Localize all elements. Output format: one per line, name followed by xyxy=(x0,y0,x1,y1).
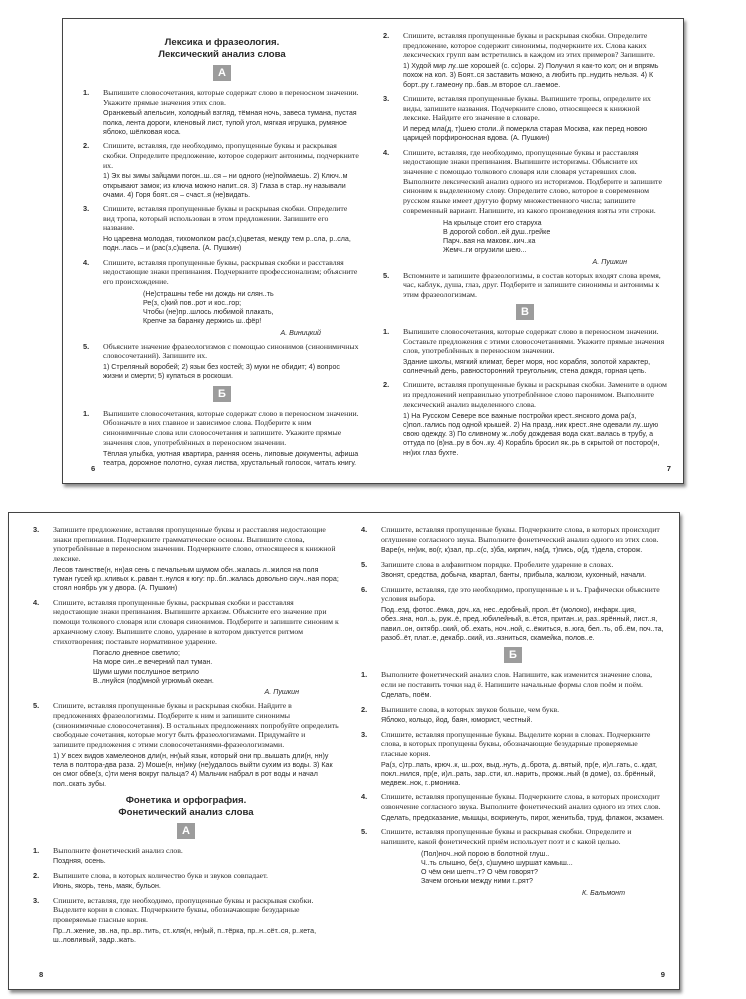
task: 3. Спишите, вставляя, где необходимо, пропущенные буквы и раскрывая скобки. Выделите корни в словах. Подчеркните буквы, обозначающие безударные проверяемые гласные корня. Пр..л..жение, зв..на, пр..вр..тить, ст..кля(н, нн)ый, п..тёрка, пр..н..сёт..ся, р..кета, ш..ловливый, задр..жать. xyxy=(33,895,317,945)
poem-author: А. Пушкин xyxy=(264,688,299,697)
level-badge-b: Б xyxy=(504,647,522,663)
level-badge-v: В xyxy=(516,304,534,320)
task: 2. Спишите, вставляя пропущенные буквы и раскрывая скобки. Замените в одном из предложений неправильно употреблённое слово паронимом. Выполните лексический анализ выделенного слова. 1) На Русском Севере все важные постройки крест..янского дома ра(з, с)пол..гались под одной крышей. 2) На празд..ник крест..яне одевали лу..шую свою одежду. 3) По сливному ж..лобу дождевая вода скат..валась в трубу, а оттуда по (в)на..ру в боч..ку. 4) Корабль бросил як..рь в скрытой от посторо(н, нн)их глаз бухте. xyxy=(383,380,667,457)
task: 3. Запишите предложение, вставляя пропущенные буквы и расставляя недостающие знаки препинания. Подчеркните грамматические основы. Выпишите слова, употреблённые в переносном значении. Подчеркните слово, относящееся к книжной лексике. Лесов таинстве(н, нн)ая сень с печальным шумом обн..жалась л..жился на поля туман гусей кр..кливых к..раван т..нулся к югу: пр..бл..жалась довольно скуч..ная пора; стоял ноябрь уж у двора. (А. Пушкин) xyxy=(33,525,339,593)
poem: (Пол)ноч..ной порою в болотной глуш.. Ч..ть слышно, бе(з, с)шумно шуршат камыш... О чём они шепч..т? О чём говорят? Зачем огоньки между ними г..рят? xyxy=(421,849,573,886)
poem: (Не)страшны тебе ни дождь ни слян..ть Ре(з, с)кий пов..рот и кос..гор; Чтобы (не)пр..шлось любимой плакать, Крепче за баранку держись ш..фёр! xyxy=(143,289,274,326)
poem: На крыльце стоит его старуха В дорогой собол..ей душ..грейке Парч..вая на маковк..кич..ка Жемч..ги огрузили шею... xyxy=(443,218,551,255)
page-9 xyxy=(361,525,665,989)
task: 2. Выпишите слова, в которых звуков больше, чем букв. Яблоко, кольцо, йод, баян, юморист, честный. xyxy=(361,704,560,725)
section-heading: Фонетика и орфография. Фонетический анализ слова xyxy=(118,794,254,818)
page-number: 9 xyxy=(660,970,665,979)
task: 4. Спишите, вставляя пропущенные буквы, раскрывая скобки и расставляя недостающие знаки препинания. Подчеркните профессионализм; объясните его происхождение. (Не)страшны тебе ни дождь ни слян..ть Ре(з, с)кий пов..рот и кос..гор; Чтобы (не)пр..шлось любимой плакать, Крепче за баранку держись ш..фёр! А. Виницкий xyxy=(83,258,361,338)
task: 1. Выполните фонетический анализ слов. Поздняя, осень. xyxy=(33,845,183,866)
task: 1. Выполните фонетический анализ слов. Напишите, как изменится значение слова, если не поставить точки над ё. Напишите начальные формы слов поём и поём. Сделать, поём. xyxy=(361,669,653,700)
level-badge-b: Б xyxy=(213,386,231,402)
task: 1. Выпишите словосочетания, которые содержат слово в переносном значении. Составьте предложения с этими словосочетаниями. Укажите прямые значения слов, употреблённых в переносном значении. Здание школы, мягкий климат, берег моря, нос корабля, золотой характер, солнечный день, равносторонний треугольник, стена дождя, горная цепь. xyxy=(383,326,665,376)
task: 3. Спишите, вставляя пропущенные буквы. Выпишите тропы, определите их виды, запишите названия. Подчеркните слово, относящееся к книжной лексике. Найдите его значение в словаре. И перед мла(д, т)шею столи..й померкла старая Москва, как перед новою царицей порфироносная вдова. (А. Пушкин) xyxy=(383,93,651,143)
poem-author: К. Бальмонт xyxy=(582,888,625,897)
page-number: 8 xyxy=(39,970,44,979)
task: 5. Спишите, вставляя пропущенные буквы и раскрывая скобки. Определите и напишите, какой фонетический приём использует поэт и с какой целью. (Пол)ноч..ной порою в болотной глуш.. Ч..ть слышно, бе(з, с)шумно шуршат камыш... О чём они шепч..т? О чём говорят? Зачем огоньки между ними г..рят? К. Бальмонт xyxy=(361,827,665,897)
task: 6. Спишите, вставляя, где это необходимо, пропущенные ь и ъ. Графически объясните условия выбора. Под..езд, фотос..ёмка, доч..ка, нес..едобный, прол..ёт (молоко), инфарк..ция, обез..яна, нол..ь, руж..ё, пред..юбилейный, в..ётся, притан..и, раз..ярённый, лист..я, павил..он, октябр..ский, об..ехать, ноч..ной, с..ёжиться, в..юга, бел..ть, об..ём, поч..та, разоб..ёт, плат..е, декабр..ский, из..язниться, скамейка, полов..е. xyxy=(361,584,664,642)
task: 4. Спишите, вставляя пропущенные буквы. Подчеркните слова, в которых происходит оглушение согласного звука. Выполните фонетический анализ одного из этих слов. Варе(н, нн)ик, во(г, к)зал, пр..с(с, з)ба, кирпич, на(д, т)пись, о(д, т)дела, сторож. xyxy=(361,525,660,555)
page-number: 7 xyxy=(666,464,671,473)
task: 2. Выпишите слова, в которых количество букв и звуков совпадает. Июнь, якорь, тень, маяк, бульон. xyxy=(33,870,268,891)
page-8 xyxy=(33,525,339,989)
page-7 xyxy=(383,31,667,483)
poem-author: А. Виницкий xyxy=(280,328,321,337)
task: 5. Объясните значение фразеологизмов с помощью синонимов (синонимичных словосочетаний). Запишите их. 1) Стреляный воробей; 2) язык без костей; 3) муки не обидит; 4) вопрос жизни и смерти; 5) купаться в роскоши. xyxy=(83,341,359,381)
task: 4. Спишите, вставляя пропущенные буквы, раскрывая скобки и расставляя недостающие знаки препинания. Выпишите архаизм. Объясните его значение при помощи толкового словаря или словаря синонимов. Подберите и запишите синоним к архаичному слову. Выпишите слово, ударение в котором диктуется ритмом стихотворения; поставьте нормативное ударение. Погасло дневное светило; На море син..е вечерний пал туман. Шуми шуми послушное ветрило В..лнуйся (под)мной угрюмый океан. А. Пушкин xyxy=(33,597,339,697)
task: 3. Спишите, вставляя пропущенные буквы. Выделите корни в словах. Подчеркните слова, в которых пропущены буквы, обозначающие безударные проверяемые гласные корня. Ра(з, с)тр..пать, крюч..к, ш..рох, выд..нуть, д..брота, д..вятый, пр(е, и)л..гать, с..кдат, покл..нился, пр(е, и)л..рать, зар..сти, кл..нарить, прожж..ный (в доме), оз..брённый, медвеж..нок, г..рмоника. xyxy=(361,729,657,788)
task: 2. Спишите, вставляя, где необходимо, пропущенные буквы и раскрывая скобки. Определите предложение, которое содержит антонимы, подчеркните их. 1) Эх вы зимы зайцами погон..ш..ся – ни одного (не)поймаешь. 2) Ключ..м открывают замок; из ключа можно напит..ся. 3) Глаза в стар..ну называли очами. 4) Горя боят..ся – счаст..я (не)видать. xyxy=(83,141,359,199)
section-heading: Лексика и фразеология. Лексический анализ слова xyxy=(158,37,286,60)
poem-author: А. Пушкин xyxy=(592,257,627,266)
level-badge-a: А xyxy=(213,65,231,81)
task: 3. Спишите, вставляя пропущенные буквы и раскрывая скобки. Определите вид тропа, который использован в этом предложении. Запишите его название. Но царевна молодая, тихомолком рас(з,с)цветая, между тем р..сла, р..сла, подн..лась – и (рас(з,с)цвела. (А. Пушкин) xyxy=(83,203,351,253)
book-spread-pages-8-9 xyxy=(8,512,680,990)
book-spread-pages-6-7 xyxy=(62,18,684,484)
task: 1. Выпишите словосочетания, которые содержат слово в переносном значении. Укажите прямые значения этих слов. Оранжевый апельсин, холодный взгляд, тёмная ночь, завеса тумана, пустая полка, лента дороги, кленовый лист, тупой угол, мягкая игрушка, румяное яблоко, шёлковая коса. xyxy=(83,87,359,136)
page-number: 6 xyxy=(91,464,96,473)
task: 5. Вспомните и запишите фразеологизмы, в состав которых входят слова время, час, каблук, душа, глаз, друг. Подберите и запишите синонимы и антонимы к этим фразеологизмам. xyxy=(383,270,661,300)
task: 4. Спишите, вставляя пропущенные буквы. Подчеркните слова, в которых происходит озвончение согласного звука. Выполните фонетический анализ одного из этих слов. Сделать, предсказание, мышцы, вскрикнуть, пирог, женитьба, труд, флажок, экзамен. xyxy=(361,792,664,822)
poem: Погасло дневное светило; На море син..е вечерний пал туман. Шуми шуми послушное ветрило В..лнуйся (под)мной угрюмый океан. xyxy=(93,649,214,685)
task: 5. Запишите слова в алфавитном порядке. Пробелите ударение в словах. Звонят, средства, добыча, квартал, банты, прибыла, жалюзи, кухонный, начали. xyxy=(361,559,647,580)
task: 5. Спишите, вставляя пропущенные буквы и раскрывая скобки. Найдите в предложениях фразеологизмы. Подберите к ним и запишите синонимы (синонимичные словосочетания). В остальных предложениях попробуйте определить свободные сочетания, которые могут быть фразеологизмами. Придумайте и запишите предложения с этими словосочетаниями-фразеологизмами. 1) У всех видов хамелеонов дли(н, нн)ый язык, который они пр..вышать дли(н, нн)у тела в полтора-два раза. 2) Моше(н, нн)ику (не)удалось выйти сухим из воды. 3) Как он смог обве(з, с)ти меня вокруг пальца? 4) Мальчик набрал в рот воды и начал пол..скать зубы. xyxy=(33,701,339,788)
level-badge-a: А xyxy=(177,823,195,839)
task: 4. Спишите, вставляя, где необходимо, пропущенные буквы и расставляя недостающие знаки препинания. Выпишите историзмы. Объясните их значение с помощью толкового словаря или словаря устаревших слов. Выполните лексический анализ одного из историзмов. Подберите и запишите синоним к выделенному слову. Определите слово, которое в современном русском языке имеет другую форму множественного числа; запишите современный вариант. Напишите, из какого произведения взяты эти строки. На крыльце стоит его старуха В дорогой собол..ей душ..грейке Парч..вая на маковк..кич..ка Жемч..ги огрузили шею... А. Пушкин xyxy=(383,148,667,267)
page-6 xyxy=(83,31,361,483)
task: 2. Спишите, вставляя пропущенные буквы и раскрывая скобки. Определите предложение, которое содержит синонимы, подчеркните их. Слова каких лексических групп вам встретились в каждом из этих примеров? Запишите. 1) Худой мир лу..ше хорошей (с. сс)оры. 2) Получил я как-то кол; он и впрямь похож на кол. 3) Боят..ся заставить можно, а любить пр..нудить нельзя. 4) К борт..ру г..гамеону пр..бав..м второе сл..гаемое. xyxy=(383,31,659,89)
task: 1. Выпишите словосочетания, которые содержат слово в переносном значении. Обозначьте в них главное и зависимое слова. Подберите к ним синонимичные слова или словосочетания и запишите. Укажите прямые значения слов, употреблённых в переносном значении. Тёплая улыбка, уютная квартира, ранняя осень, липовые документы, афиша театра, дорожное полотно, сухая листва, хрустальный голосок, читать книгу. xyxy=(83,408,359,467)
